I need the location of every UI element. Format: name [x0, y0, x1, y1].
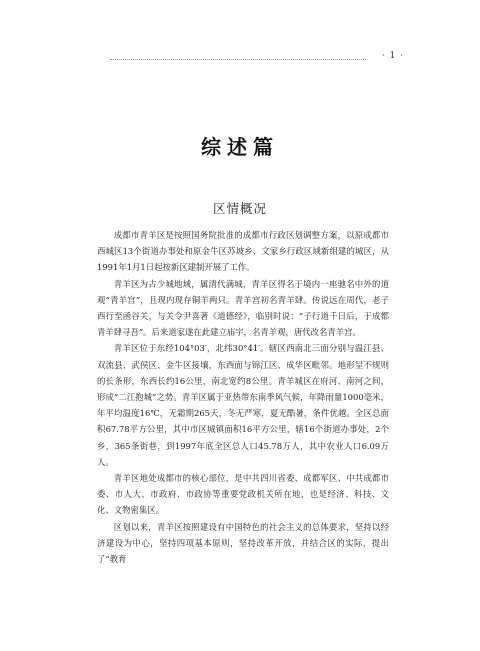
page-number: · 1 ·: [366, 51, 404, 61]
chapter-title: 综述篇: [201, 135, 279, 159]
paragraph-development: 区划以来，青羊区按照建设有中国特色的社会主义的总体要求，坚持以经济建设为中心，坚持四项基本原则，坚持改革开放，并结合区的实际，提出了“教育: [97, 521, 389, 565]
section-title: 区情概况: [212, 201, 267, 216]
paragraph-geography: 青羊区位于东经104°03′，北纬30°41′。辖区西南北三面分别与温江县、双流县、武侯区、金牛区接壤，东西面与锦江区、成华区毗邻。地形呈不规则的长条形，东西长约16公里，南北宽约8公里。青羊城区在府河、南河之间，形成“二江抱城”之势。青羊区属于亚热带东南季风气候，年降雨量1000毫米，年平均温度16℃，无霜期265天，冬无严寒，夏无酷暑，条件优越。全区总面积67.78平方公里，其中市区城镇面积16平方公里，辖16个街道办事处，2个乡，365条街巷，到1997年底全区总人口45.78万人，其中农业人口6.09万人。: [97, 343, 389, 467]
header-rule: [110, 59, 400, 60]
paragraph-establishment: 成都市青羊区是按照国务院批准的成都市行政区划调整方案，以原成都市西城区13个街道办事处和原金牛区苏坡乡、文家乡行政区域新组建的城区，从1991年1月1日起按新区建制开展了工作。: [97, 230, 389, 273]
paragraph-name-origin: 青羊区为古少城地域，属清代满城，青羊区得名于境内一座驰名中外的道观“青羊宫”，且现内现存铜羊两只。青羊宫初名青羊肆。传说远在周代，老子西行至函谷关，与关令尹喜著《道德经》，临别时说：“子行道千日后，于成都青羊肆寻吾”。后来道家遂在此建立庙宇，名青羊观，唐代改名青羊宫。: [97, 278, 389, 338]
paragraph-core-location: 青羊区地处成都市的核心部位，是中共四川省委、成都军区、中共成都市委、市人大、市政府、市政协等重要党政机关所在地，也是经济、科技、文化、文物密集区。: [97, 473, 389, 516]
body-text: [97, 227, 389, 567]
